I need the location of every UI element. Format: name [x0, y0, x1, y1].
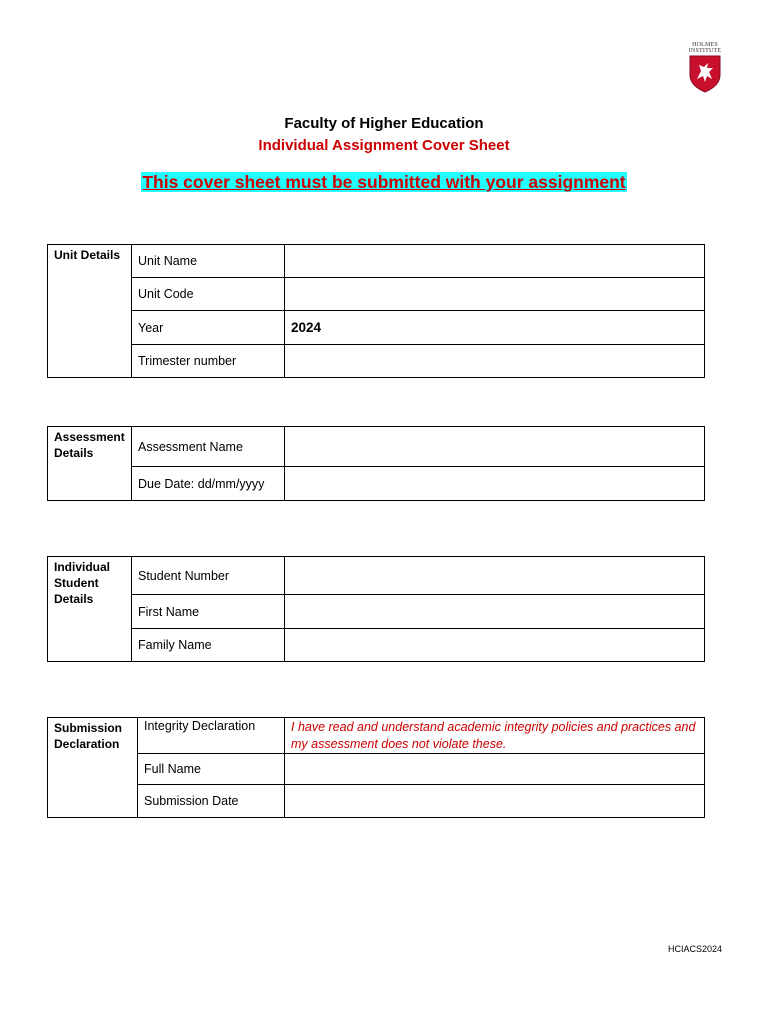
- faculty-heading: Faculty of Higher Education: [284, 115, 484, 132]
- document-code: HCIACS2024: [667, 944, 722, 954]
- submission-declaration-label: Submission Declaration: [48, 718, 138, 818]
- integrity-declaration-label: Integrity Declaration: [138, 718, 285, 754]
- unit-name-field[interactable]: [285, 245, 705, 278]
- holmes-institute-logo: [686, 42, 724, 96]
- assessment-details-label: Assessment Details: [48, 427, 132, 501]
- student-number-label: Student Number: [132, 557, 285, 595]
- full-name-field[interactable]: [285, 754, 705, 785]
- full-name-label: Full Name: [138, 754, 285, 785]
- submission-banner-text: This cover sheet must be submitted with your assignment: [142, 172, 626, 192]
- student-details-label: Individual Student Details: [48, 557, 132, 662]
- assessment-details-table: [47, 426, 705, 501]
- due-date-label: Due Date: dd/mm/yyyy: [132, 467, 285, 501]
- assessment-name-field[interactable]: [285, 427, 705, 467]
- logo-text-1: HOLMES: [692, 42, 718, 48]
- submission-date-field[interactable]: [285, 785, 705, 818]
- unit-code-label: Unit Code: [132, 278, 285, 311]
- family-name-label: Family Name: [132, 629, 285, 662]
- unit-name-label: Unit Name: [132, 245, 285, 278]
- unit-details-label: Unit Details: [48, 245, 132, 378]
- year-label: Year: [132, 311, 285, 345]
- unit-code-field[interactable]: [285, 278, 705, 311]
- first-name-label: First Name: [132, 595, 285, 629]
- family-name-field[interactable]: [285, 629, 705, 662]
- submission-date-label: Submission Date: [138, 785, 285, 818]
- student-number-field[interactable]: [285, 557, 705, 595]
- cover-sheet-heading: Individual Assignment Cover Sheet: [258, 137, 510, 154]
- trimester-field[interactable]: [285, 345, 705, 378]
- submission-banner: [0, 172, 768, 193]
- assessment-name-label: Assessment Name: [132, 427, 285, 467]
- submission-declaration-table: [47, 717, 705, 818]
- due-date-field[interactable]: [285, 467, 705, 501]
- first-name-field[interactable]: [285, 595, 705, 629]
- unit-details-table: [47, 244, 705, 378]
- student-details-table: [47, 556, 705, 662]
- year-field[interactable]: 2024: [285, 311, 705, 345]
- trimester-label: Trimester number: [132, 345, 285, 378]
- integrity-declaration-text: I have read and understand academic integrity policies and practices and my assessment does not violate these.: [285, 718, 705, 754]
- shield-icon: [688, 55, 722, 93]
- logo-text-2: INSTITUTE: [688, 48, 722, 54]
